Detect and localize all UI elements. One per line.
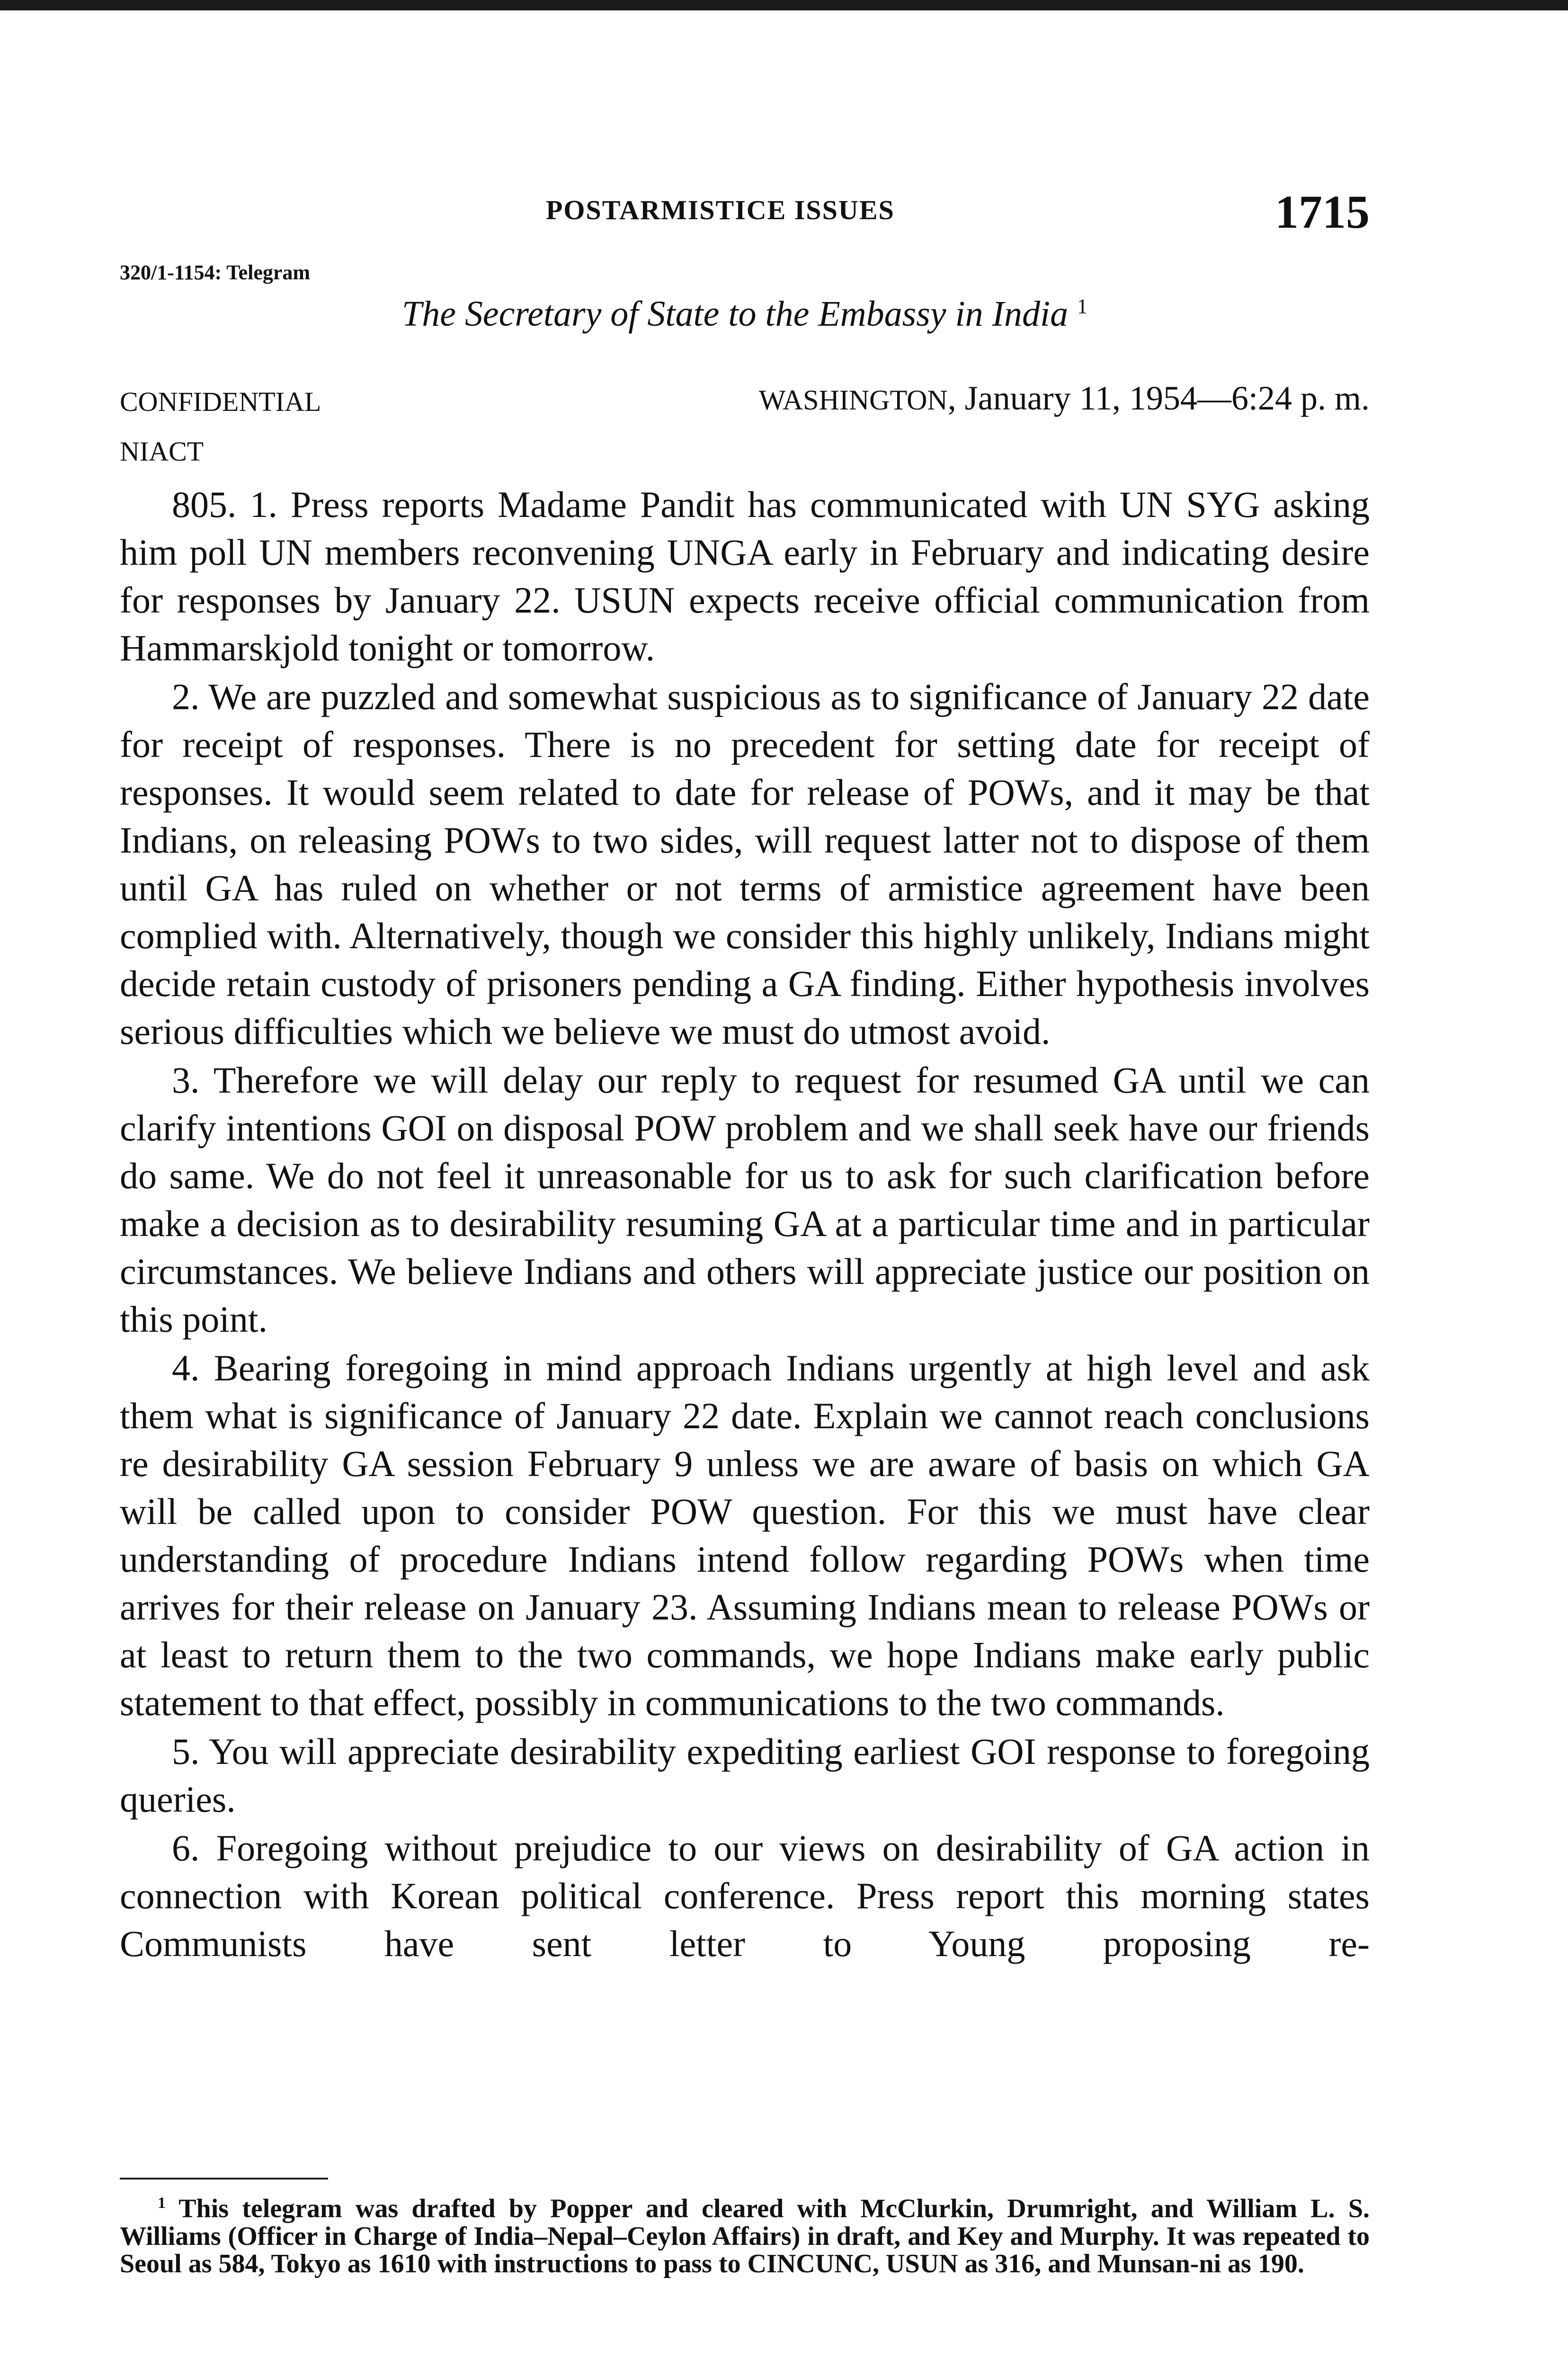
footnote-paragraph [120, 2189, 1370, 2278]
running-head-title: POSTARMISTICE ISSUES [546, 195, 895, 225]
classification: CONFIDENTIAL [120, 386, 321, 417]
document-id: 320/1-1154: Telegram [120, 261, 311, 284]
running-head [120, 185, 1370, 237]
document-title-text: The Secretary of State to the Embassy in India [401, 294, 1069, 334]
footnote-marker: 1 [158, 2194, 166, 2212]
document-page [120, 0, 1370, 2367]
paragraph-1: 805. 1. Press reports Madame Pandit has communicated with UN SYG asking him poll UN members reconvening UNGA early in February and indicating desire for responses by January 22. USUN expects receive official communication from Hammarskjold tonight or tomorrow. [120, 484, 1370, 668]
footnote [120, 2189, 1370, 2278]
page-number: 1715 [1275, 186, 1370, 238]
dateline-date: , January 11, 1954—6:24 p. m. [947, 379, 1370, 417]
paragraph-5: 5. You will appreciate desirability expediting earliest GOI response to foregoing queries. [120, 1731, 1370, 1820]
dateline [759, 379, 1370, 418]
footnote-text: This telegram was drafted by Popper and cleared with McClurkin, Drumright, and William L. S. Williams (Officer in Charge of India–Nepal–Ceylon Affairs) in draft, and Key and Murphy. It was repeated to Seoul as 584, Tokyo as 1610 with instructions to pass to CINCUNC, USUN as 316, and Munsan-ni as 190. [120, 2194, 1370, 2278]
document-title [120, 294, 1370, 335]
precedence: NIACT [120, 436, 204, 467]
paragraph-6: 6. Foregoing without prejudice to our views on desirability of GA action in connection with Korean political conference. Press report this morning states Communists have sent letter to Young proposing re- [120, 1827, 1370, 1964]
paragraph-3: 3. Therefore we will delay our reply to request for resumed GA until we can clarify intentions GOI on disposal POW problem and we shall seek have our friends do same. We do not feel it unreasonable for us to ask for such clarification before make a decision as to desirability resuming GA at a particular time and in particular circumstances. We believe Indians and others will appreciate justice our position on this point. [120, 1059, 1370, 1340]
paragraph-4: 4. Bearing foregoing in mind approach Indians urgently at high level and ask them what is significance of January 22 date. Explain we cannot reach conclusions re desirability GA session February 9 unless we are aware of basis on which GA will be called upon to consider POW question. For this we must have clear understanding of procedure Indians intend follow regarding POWs when time arrives for their release on January 23. Assuming Indians mean to release POWs or at least to return them to the two commands, we hope Indians make early public statement to that effect, possibly in communications to the two commands. [120, 1347, 1370, 1723]
footnote-reference: 1 [1077, 294, 1088, 318]
paragraph-2: 2. We are puzzled and somewhat suspicious as to significance of January 22 date for receipt of responses. There is no precedent for setting date for receipt of responses. It would seem related to date for release of POWs, and it may be that Indians, on releasing POWs to two sides, will request latter not to dispose of them until GA has ruled on whether or not terms of armistice agreement have been complied with. Alternatively, though we consider this highly unlikely, Indians might decide retain custody of prisoners pending a GA finding. Either hypothesis involves serious difficulties which we believe we must do utmost avoid. [120, 676, 1370, 1052]
dateline-place: WASHINGTON [758, 384, 948, 416]
footnote-divider [120, 2178, 328, 2180]
telegram-body [120, 481, 1370, 1968]
